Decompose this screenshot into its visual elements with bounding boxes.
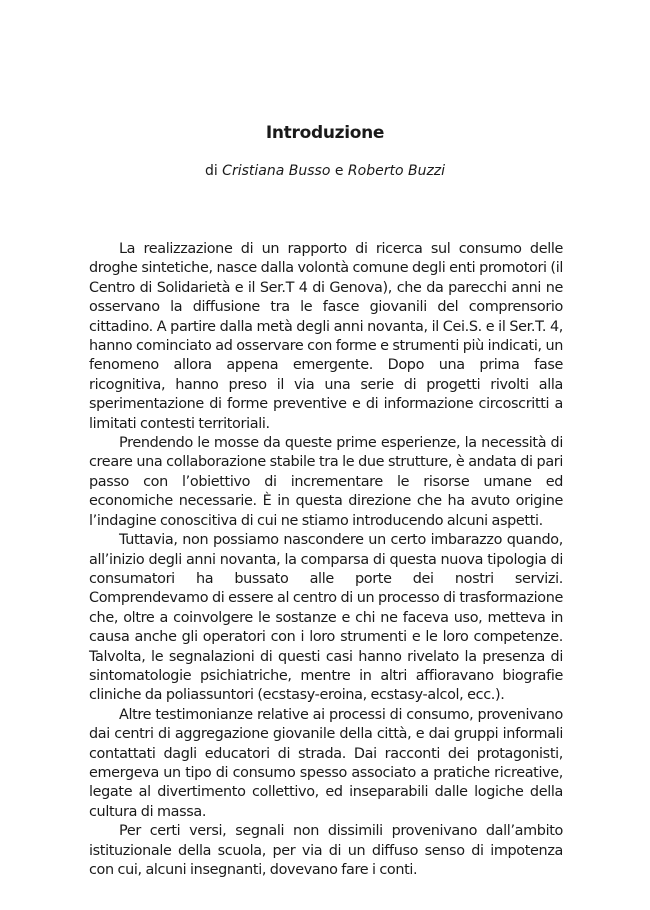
paragraph-2: Prendendo le mosse da queste prime esperienze, la necessità di creare una collaborazione stabile tra le due strutture, è andata di pari passo con l’obiettivo di incrementare le risorse umane ed economiche necessarie. È in questa direzione che ha avuto origine l’indagine conoscitiva di cui ne stiamo introducendo alcuni aspetti. [89,435,563,529]
author-name-1: Cristiana Busso [222,163,331,179]
paragraph-3: Tuttavia, non possiamo nascondere un certo imbarazzo quando, all’inizio degli anni novanta, la comparsa di questa nuova tipologia di consumatori ha bussato alle porte dei nostri servizi. Comprendevamo di essere al centro di un processo di trasformazione che, oltre a coinvolgere le sostanze e chi ne faceva uso, metteva in causa anche gli operatori con i loro strumenti e le loro competenze. Talvolta, le segnalazioni di questi casi hanno rivelato la presenza di sintomatologie psichiatriche, mentre in altri affioravano biografie cliniche da poliassuntori (ecstasy-eroina, ecstasy-alcol, ecc.). [89,532,563,704]
body-text [89,240,563,880]
author-name-2: Roberto Buzzi [347,163,446,179]
author-byline [0,163,650,179]
byline-conjunction: e [334,163,344,179]
byline-prefix: di [204,163,218,179]
chapter-title: Introduzione [265,123,385,143]
paragraph-1: La realizzazione di un rapporto di ricerca sul consumo delle droghe sintetiche, nasce dalla volontà comune degli enti promotori (il Centro di Solidarietà e il Ser.T 4 di Genova), che da parecchi anni ne osservano la diffusione tra le fasce giovanili del comprensorio cittadino. A partire dalla metà degli anni novanta, il Cei.S. e il Ser.T. 4, hanno cominciato ad osservare con forme e strumenti più indicati, un fenomeno allora appena emergente. Dopo una prima fase ricognitiva, hanno preso il via una serie di progetti rivolti alla sperimentazione di forme preventive e di informazione circoscritti a limitati contesti territoriali. [89,241,563,432]
paragraph-5: Per certi versi, segnali non dissimili provenivano dall’ambito istituzionale della scuola, per via di un diffuso senso di impotenza con cui, alcuni insegnanti, dovevano fare i conti. [89,823,563,878]
paragraph-4: Altre testimonianze relative ai processi di consumo, provenivano dai centri di aggregazione giovanile della città, e dai gruppi informali contattati dagli educatori di strada. Dai racconti dei protagonisti, emergeva un tipo di consumo spesso associato a pratiche ricreative, legate al divertimento collettivo, ed inseparabili dalle logiche della cultura di massa. [89,706,563,820]
